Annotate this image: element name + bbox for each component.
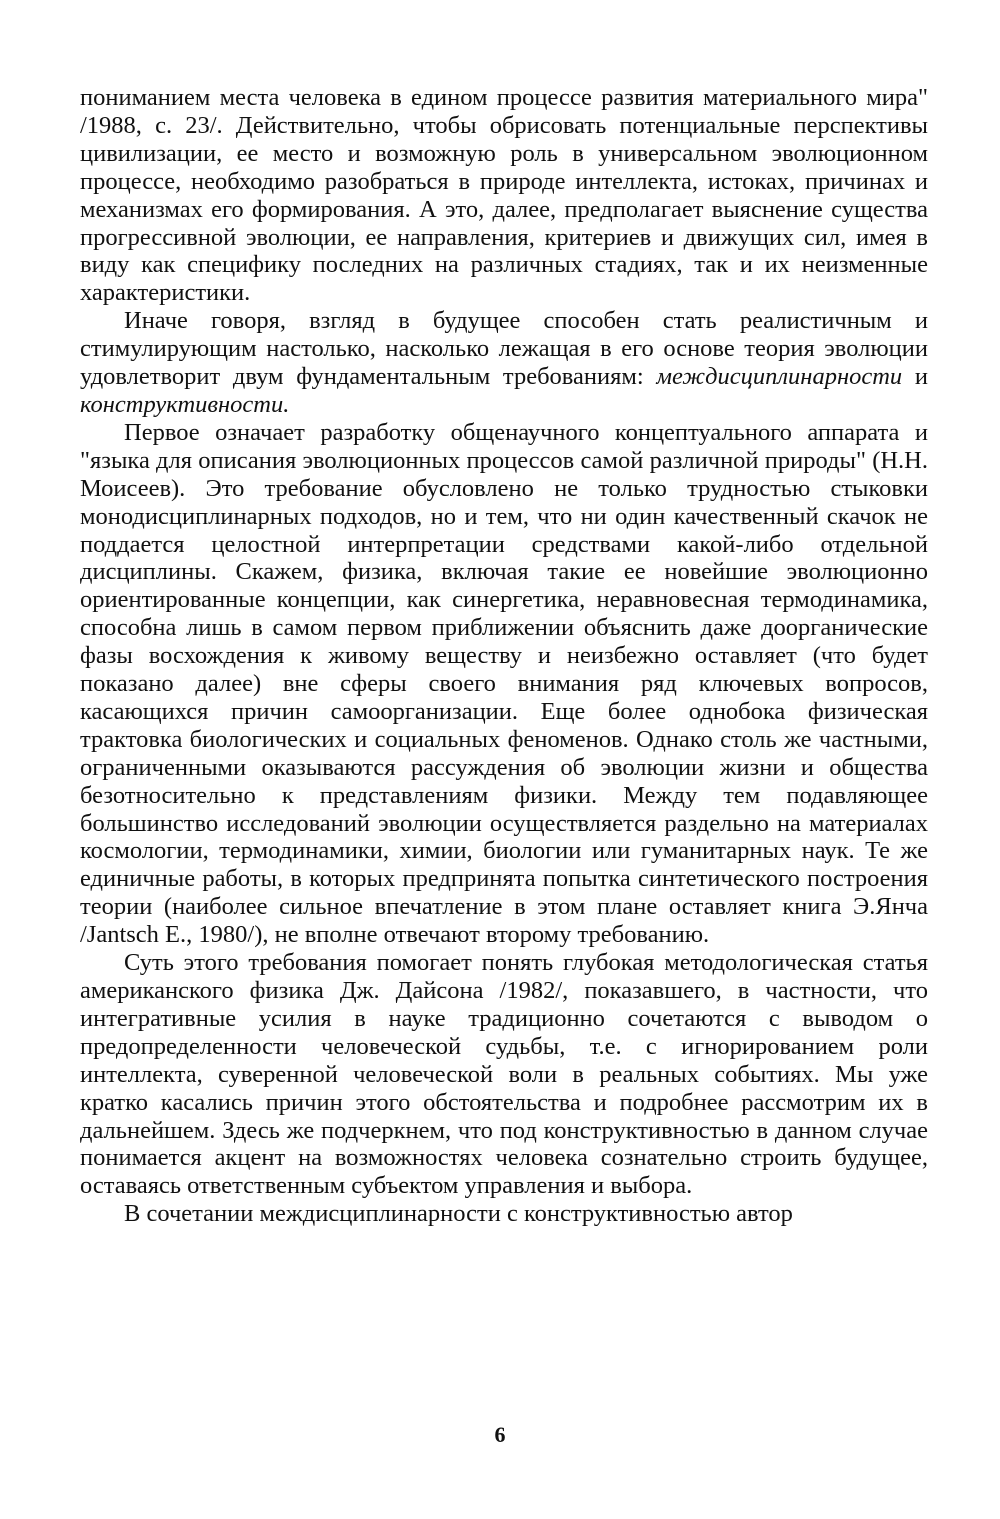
paragraph-1: пониманием места человека в едином процессе развития материального мира" /1988, с. 23/. Действительно, чтобы обрисовать потенциальные перспективы цивилизации, ее место и возможную роль в универсальном эволюционном процессе, необходимо разобраться в природе интеллекта, истоках, причинах и механизмах его формирования. А это, далее, предполагает выяснение существа прогрессивной эволюции, ее направления, критериев и движущих сил, имея в виду как специфику последних на различных стадиях, так и их неизменные характеристики.	[80, 84, 928, 307]
paragraph-4: Суть этого требования помогает понять глубокая методологическая статья американского физика Дж. Дайсона /1982/, показавшего, в частности, что интегративные усилия в науке традиционно сочетаются с выводом о предопределенности человеческой судьбы, т.е. с игнорированием роли интеллекта, суверенной человеческой воли в реальных событиях. Мы уже кратко касались причин этого обстоятельства и подробнее рассмотрим их в дальнейшем. Здесь же подчеркнем, что под конструктивностью в данном случае понимается акцент на возможностях человека сознательно строить будущее, оставаясь ответственным субъектом управления и выбора.	[80, 949, 928, 1200]
paragraph-2-conjunction: и	[902, 363, 928, 391]
page-body	[80, 84, 928, 1228]
paragraph-5: В сочетании междисциплинарности с конструктивностью автор	[124, 1200, 793, 1228]
page-number: 6	[494, 1422, 506, 1447]
paragraph-3: Первое означает разработку общенаучного концептуального аппарата и "языка для описания эволюционных процессов самой различной природы" (Н.Н. Моисеев). Это требование обусловлено не только трудностью стыковки монодисциплинарных подходов, но и тем, что ни один качественный скачок не поддается целостной интерпретации средствами какой-либо отдельной дисциплины. Скажем, физика, включая такие ее новейшие эволюционно ориентированные концепции, как синергетика, неравновесная термодинамика, способна лишь в самом первом приближении объяснить даже доорганические фазы восхождения к живому веществу и неизбежно оставляет (что будет показано далее) вне сферы своего внимания ряд ключевых вопросов, касающихся причин самоорганизации. Еще более однобока физическая трактовка биологических и социальных феноменов. Однако столь же частными, ограниченными оказываются рассуждения об эволюции жизни и общества безотносительно к представлениям физики. Между тем подавляющее большинство исследований эволюции осуществляется раздельно на материалах космологии, термодинамики, химии, биологии или гуманитарных наук. Те же единичные работы, в которых предпринята попытка синтетического построения теории (наиболее сильное впечатление в этом плане оставляет книга Э.Янча /Jantsch E., 1980/), не вполне отвечают второму требованию.	[80, 418, 928, 949]
paragraph-2-text-start: Иначе говоря, взгляд в будущее способен стать реалистичным и стимулирующим настолько, насколько лежащая в его основе теория эволюции удовлетворит двум фундаментальным требованиям:	[80, 307, 928, 391]
term-interdisciplinarity: междисциплинарности	[656, 363, 903, 391]
term-constructiveness: конструктивности.	[80, 390, 290, 418]
paragraph-2	[80, 307, 928, 419]
